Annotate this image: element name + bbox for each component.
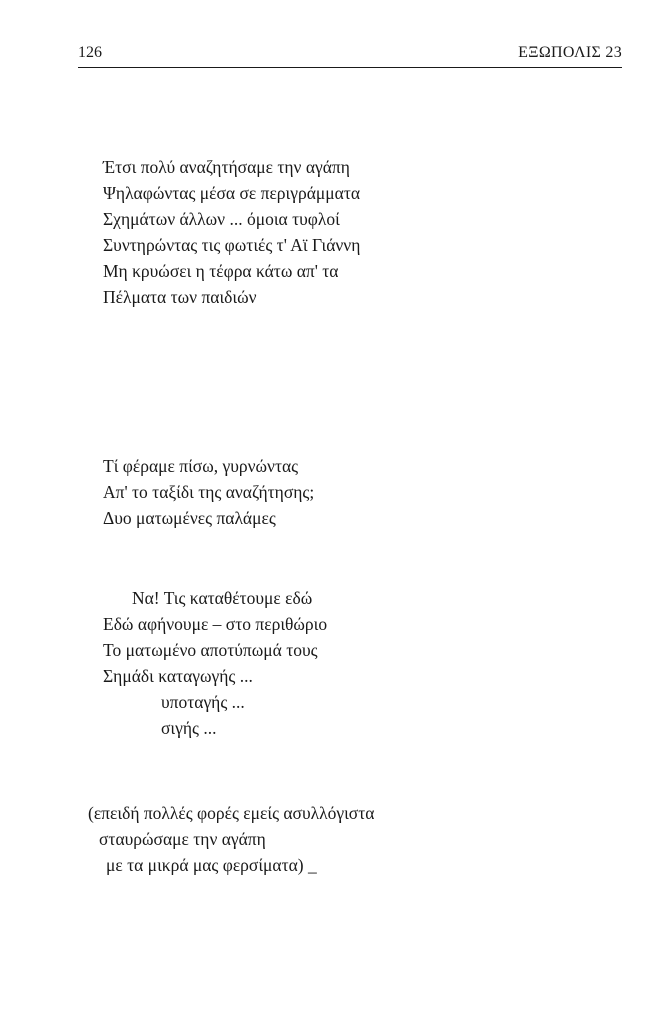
stanza-4	[88, 800, 374, 878]
poem-line: Εδώ αφήνουμε – στο περιθώριο	[103, 614, 328, 634]
poem-line: Τί φέραμε πίσω, γυρνώντας	[103, 456, 299, 476]
poem-line: Σημάδι καταγωγής ...	[103, 666, 253, 686]
stanza-3	[103, 585, 327, 741]
poem-line: Απ' το ταξίδι της αναζήτησης;	[103, 482, 315, 502]
stanza-1	[103, 154, 360, 310]
poem-line: Σχημάτων άλλων ... όμοια τυφλοί	[103, 209, 340, 229]
poem-line: Πέλματα των παιδιών	[103, 287, 257, 307]
poem-line: σιγής ...	[161, 718, 217, 738]
poem-line: (επειδή πολλές φορές εμείς ασυλλόγιστα	[88, 803, 375, 823]
journal-title: ΕΞΩΠΟΛΙΣ 23	[518, 44, 622, 61]
stanza-2	[103, 453, 314, 531]
poem-line: Έτσι πολύ αναζητήσαμε την αγάπη	[103, 157, 350, 177]
running-head	[78, 44, 622, 66]
poem-line: υποταγής ...	[161, 692, 245, 712]
poem-line: Μη κρυώσει η τέφρα κάτω απ' τα	[103, 261, 339, 281]
poem-line: Συντηρώντας τις φωτιές τ' Αϊ Γιάννη	[103, 235, 361, 255]
page-number: 126	[78, 44, 102, 61]
poem-line: Δυο ματωμένες παλάμες	[103, 508, 276, 528]
poem-line: Ψηλαφώντας μέσα σε περιγράμματα	[103, 183, 361, 203]
poem-line: Να! Τις καταθέτουμε εδώ	[132, 588, 313, 608]
poem-line: Το ματωμένο αποτύπωμά τους	[103, 640, 318, 660]
poem-line: με τα μικρά μας φερσίματα) _	[106, 855, 317, 875]
header-rule	[78, 67, 622, 68]
poem-line: σταυρώσαμε την αγάπη	[99, 829, 266, 849]
